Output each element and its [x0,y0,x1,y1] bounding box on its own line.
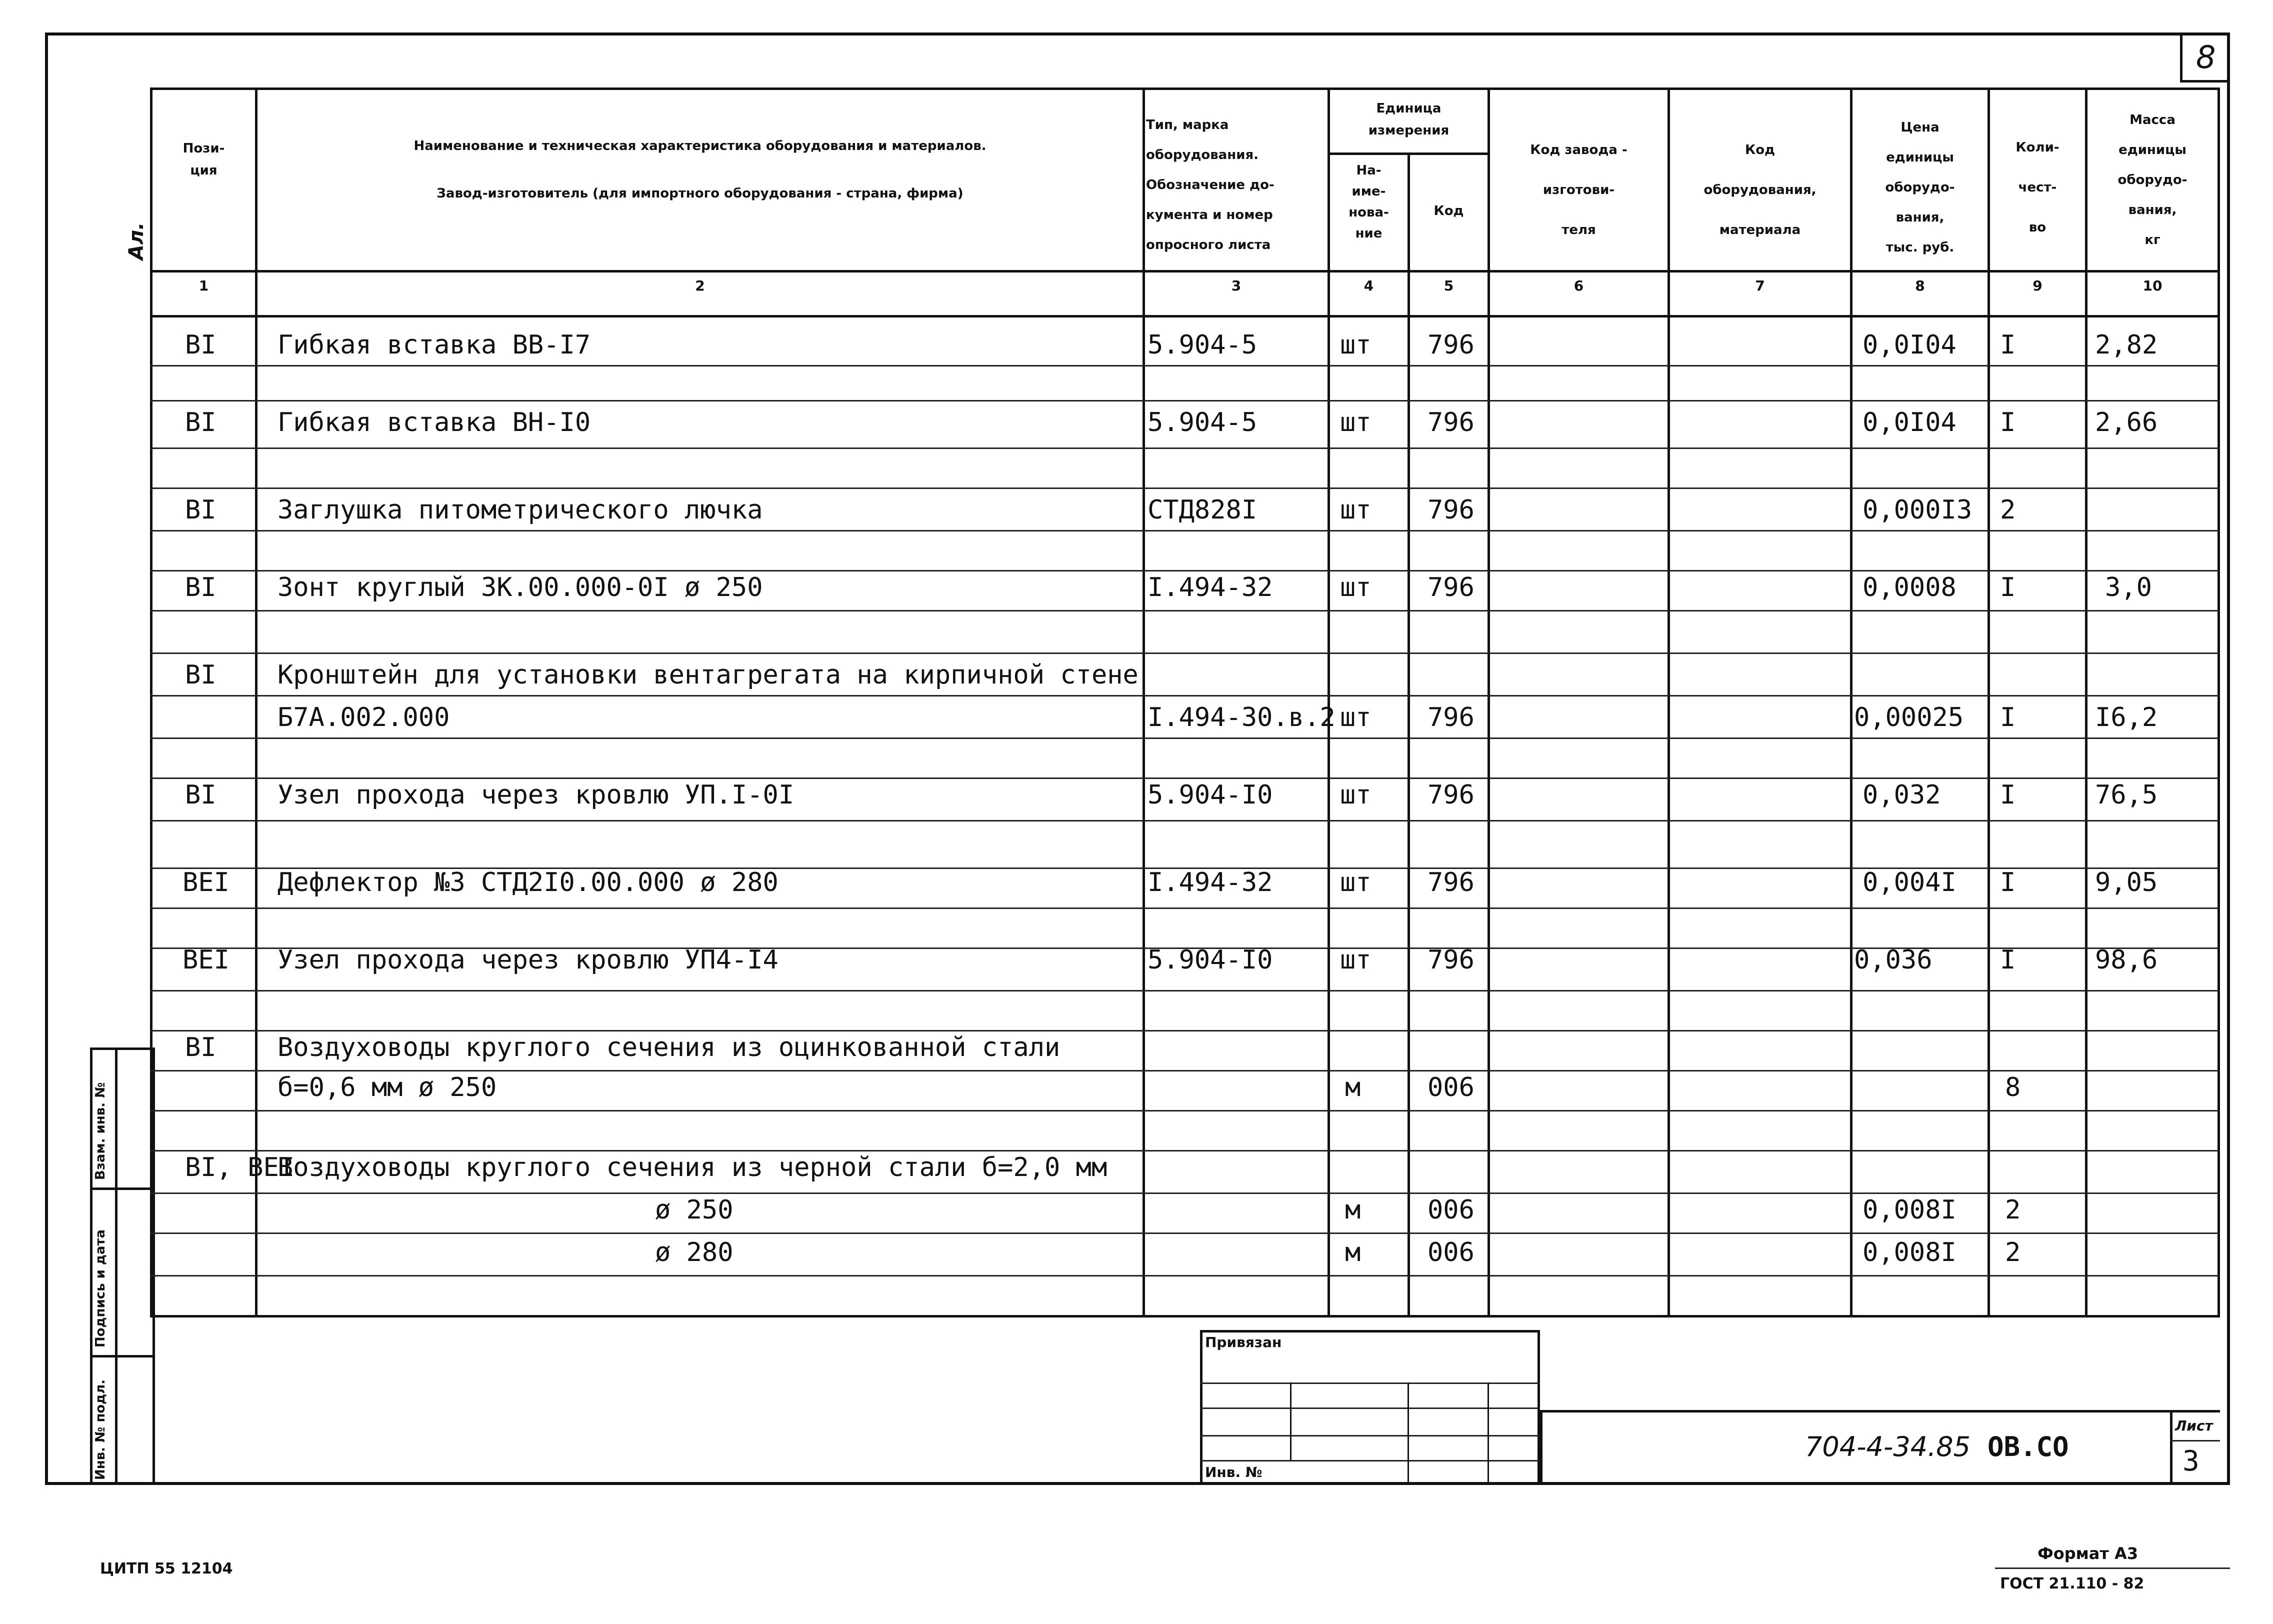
row-code: 796 [1428,408,1474,438]
row-position: ВI [185,408,216,438]
row-type: I.494-32 [1148,868,1273,898]
header-unit-code: Код [1434,204,1464,218]
row-type: 5.904-I0 [1148,945,1273,975]
row-unit: шт [1340,945,1372,975]
row-name: Зонт круглый ЗК.00.000-0I ø 250 [278,572,763,602]
row-unit: шт [1340,408,1372,438]
row-name: Заглушка питометрического лючка [278,495,763,525]
header-name-line2: Завод-изготовитель (для импортного оборудования - страна, фирма) [436,186,964,201]
sheet-label: Лист [2175,1418,2213,1434]
row-price: 0,0I04 [1862,330,1956,360]
document-suffix: ОВ.СО [1988,1431,2069,1462]
row-code: 796 [1428,572,1474,602]
row-code: 796 [1428,868,1474,898]
row-mass: 2,82 [2095,330,2158,360]
row-type: СТД828I [1148,495,1258,525]
row-quantity: I [2000,868,2016,898]
page-number: 8 [2196,39,2216,76]
row-mass: 98,6 [2095,945,2158,975]
stamp-label-podpis: Подпись и дата [93,1229,108,1348]
col-number-1: 1 [198,278,209,294]
row-quantity: I [2000,702,2016,732]
row-code: 796 [1428,495,1474,525]
header-mass: Масса единицы оборудо- вания, кг [2118,112,2188,248]
row-quantity: 2 [2005,1238,2021,1268]
row-type: 5.904-5 [1148,408,1258,438]
row-price: 0,008I [1862,1238,1956,1268]
header-price: Цена единицы оборудо- вания, тыс. руб. [1885,120,1955,255]
document-code: 704-4-34.85 [1805,1431,1970,1462]
row-name: Узел прохода через кровлю УП.I-0I [278,780,794,810]
linked-label: Привязан [1205,1334,1282,1350]
row-code: 796 [1428,330,1474,360]
col-number-2: 2 [695,278,705,294]
row-code: 006 [1428,1238,1474,1268]
row-code: 796 [1428,702,1474,732]
row-name: б=0,6 мм ø 250 [278,1072,497,1102]
row-code: 006 [1428,1195,1474,1225]
row-name: Дефлектор №3 СТД2I0.00.000 ø 280 [278,868,778,898]
col-number-3: 3 [1231,278,1242,294]
col-number-7: 7 [1755,278,1765,294]
row-quantity: 8 [2005,1072,2021,1102]
header-position: Пози- ция [182,141,225,178]
row-type: 5.904-5 [1148,330,1258,360]
col-number-10: 10 [2142,278,2162,294]
header-unit-name: На- име- нова- ние [1348,163,1389,241]
row-price: 0,0I04 [1862,408,1956,438]
footer-left: ЦИТП 55 12104 [100,1560,233,1578]
row-unit: шт [1340,572,1372,602]
row-quantity: I [2000,408,2016,438]
row-unit: м [1345,1195,1361,1225]
row-unit: м [1345,1072,1361,1102]
row-name: Воздуховоды круглого сечения из оцинкованной стали [278,1032,1060,1062]
row-type: 5.904-I0 [1148,780,1273,810]
footer-gost: ГОСТ 21.110 - 82 [2000,1575,2144,1592]
row-quantity: 2 [2000,495,2016,525]
row-position: ВI [185,780,216,810]
row-price: 0,008I [1862,1195,1956,1225]
row-name: Б7А.002.000 [278,702,450,732]
row-price: 0,036 [1854,945,1932,975]
row-position: ВI, ВЕI [185,1152,295,1182]
row-name: Узел прохода через кровлю УП4-I4 [278,945,778,975]
header-quantity: Коли- чест- во [2016,140,2060,235]
row-price: 0,000I3 [1862,495,1972,525]
side-label-top: Ал. [125,222,148,260]
row-unit: шт [1340,868,1372,898]
stamp-label-inv-podl: Инв. № подл. [93,1379,108,1480]
header-type: Тип, марка оборудования. Обозначение до- кумента и номер опросного листа [1146,118,1274,252]
row-code: 796 [1428,780,1474,810]
row-quantity: I [2000,572,2016,602]
header-equipment-code: Код оборудования, материала [1704,142,1816,238]
col-number-9: 9 [2032,278,2042,294]
row-position: ВI [185,495,216,525]
row-mass: 9,05 [2095,868,2158,898]
row-price: 0,00025 [1854,702,1964,732]
row-quantity: I [2000,945,2016,975]
col-number-5: 5 [1444,278,1454,294]
row-code: 796 [1428,945,1474,975]
row-position: ВI [185,1032,216,1062]
row-position: ВI [185,572,216,602]
row-position: ВЕI [182,945,230,975]
row-mass: 2,66 [2095,408,2158,438]
row-unit: м [1345,1238,1361,1268]
row-type: I.494-32 [1148,572,1273,602]
row-name: Воздуховоды круглого сечения из черной стали б=2,0 мм [278,1152,1108,1182]
row-unit: шт [1340,780,1372,810]
row-mass: 3,0 [2105,572,2152,602]
row-unit: шт [1340,330,1372,360]
sheet-number: 3 [2182,1445,2200,1478]
row-price: 0,032 [1862,780,1941,810]
footer-format: Формат А3 [2038,1544,2138,1563]
row-name: Гибкая вставка ВН-I0 [278,408,591,438]
header-factory-code: Код завода - изготови- теля [1530,142,1628,238]
row-quantity: I [2000,330,2016,360]
row-unit: шт [1340,495,1372,525]
row-position: ВI [185,660,216,690]
row-code: 006 [1428,1072,1474,1102]
row-quantity: 2 [2005,1195,2021,1225]
stamp-label-vzam: Взам. инв. № [93,1082,108,1180]
row-price: 0,004I [1862,868,1956,898]
inv-label: Инв. № [1205,1464,1262,1480]
header-unit-group: Единица измерения [1368,101,1450,138]
row-type: I.494-30.в.2 [1148,702,1336,732]
row-name: Гибкая вставка ВВ-I7 [278,330,591,360]
row-name: Кронштейн для установки вентагрегата на кирпичной стене [278,660,1138,690]
col-number-4: 4 [1364,278,1374,294]
row-mass: 76,5 [2095,780,2158,810]
row-quantity: I [2000,780,2016,810]
row-position: ВЕI [182,868,230,898]
row-name: ø 250 [655,1195,734,1225]
row-unit: шт [1340,702,1372,732]
header-name-line1: Наименование и техническая характеристика оборудования и материалов. [414,138,986,154]
row-mass: I6,2 [2095,702,2158,732]
row-name: ø 280 [655,1238,734,1268]
row-price: 0,0008 [1862,572,1956,602]
row-position: ВI [185,330,216,360]
col-number-8: 8 [1915,278,1925,294]
col-number-6: 6 [1574,278,1584,294]
